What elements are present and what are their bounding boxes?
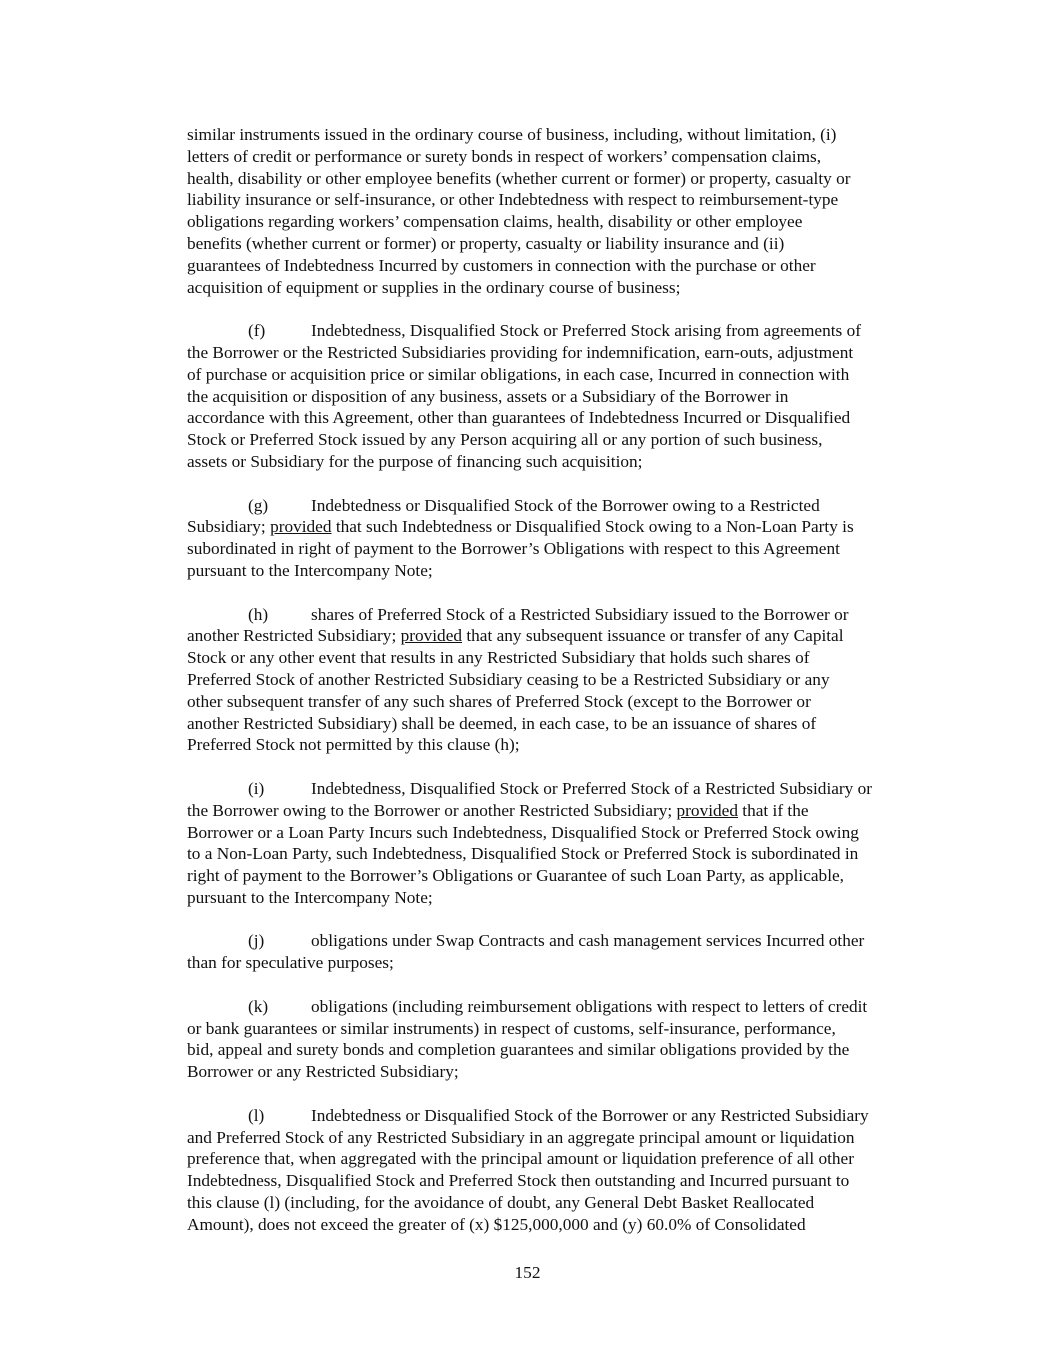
text-line: or bank guarantees or similar instruments) in respect of customs, self-insurance, performance, <box>187 1018 836 1038</box>
clause-first-line <box>187 604 932 626</box>
clause-first-line <box>187 495 932 517</box>
text-line: similar instruments issued in the ordinary course of business, including, without limitation, (i) <box>187 125 837 144</box>
provided-term: provided <box>270 517 332 537</box>
document-body <box>187 124 932 1257</box>
text-line: to a Non-Loan Party, such Indebtedness, Disqualified Stock or Preferred Stock is subordinated in <box>187 844 859 864</box>
text-line: Indebtedness, Disqualified Stock and Preferred Stock then outstanding and Incurred pursuant to <box>187 1171 850 1191</box>
clause-text: obligations (including reimbursement obligations with respect to letters of credit <box>311 996 868 1016</box>
clause-first-line <box>187 1105 932 1127</box>
text-line: Borrower or a Loan Party Incurs such Indebtedness, Disqualified Stock or Preferred Stock owing <box>187 822 859 842</box>
text-line: the Borrower or the Restricted Subsidiaries providing for indemnification, earn-outs, adjustment <box>187 342 854 362</box>
text-line: Preferred Stock not permitted by this clause (h); <box>187 735 520 755</box>
text-line <box>187 800 932 822</box>
clause-i <box>187 778 932 909</box>
text-line: acquisition of equipment or supplies in the ordinary course of business; <box>187 277 681 297</box>
text-line: the acquisition or disposition of any business, assets or a Subsidiary of the Borrower in <box>187 386 789 406</box>
text-line: health, disability or other employee benefits (whether current or former) or property, casualty or <box>187 168 851 188</box>
text-line: right of payment to the Borrower’s Obligations or Guarantee of such Loan Party, as applicable, <box>187 866 844 886</box>
clause-text: Indebtedness, Disqualified Stock or Preferred Stock arising from agreements of <box>311 321 861 341</box>
clause-text: shares of Preferred Stock of a Restricted Subsidiary issued to the Borrower or <box>311 604 849 624</box>
clause-text: Indebtedness, Disqualified Stock or Preferred Stock of a Restricted Subsidiary or <box>311 778 873 798</box>
text-line: Stock or any other event that results in any Restricted Subsidiary that holds such shares of <box>187 648 810 668</box>
page-number: 152 <box>514 1263 541 1282</box>
clause-label: (l) <box>248 1105 265 1125</box>
text-segment: that if the <box>737 800 809 820</box>
text-line: guarantees of Indebtedness Incurred by customers in connection with the purchase or other <box>187 255 816 275</box>
text-segment: Subsidiary; <box>187 517 271 537</box>
text-line: letters of credit or performance or surety bonds in respect of workers’ compensation claims, <box>187 146 822 166</box>
text-line: another Restricted Subsidiary) shall be deemed, in each case, to be an issuance of shares of <box>187 713 817 733</box>
text-line <box>187 516 932 538</box>
text-line: Stock or Preferred Stock issued by any Person acquiring all or any portion of such business, <box>187 430 823 450</box>
clause-label: (k) <box>248 996 269 1016</box>
clause-text: Indebtedness or Disqualified Stock of the Borrower owing to a Restricted <box>311 495 820 515</box>
text-line: Preferred Stock of another Restricted Subsidiary ceasing to be a Restricted Subsidiary or any <box>187 669 830 689</box>
text-line: liability insurance or self-insurance, or other Indebtedness with respect to reimbursement-type <box>187 190 839 210</box>
clause-text: obligations under Swap Contracts and cash management services Incurred other <box>311 931 865 951</box>
text-line: bid, appeal and surety bonds and completion guarantees and similar obligations provided by the <box>187 1040 850 1060</box>
provided-term: provided <box>676 800 738 820</box>
clause-j <box>187 930 932 974</box>
text-line: other subsequent transfer of any such shares of Preferred Stock (except to the Borrower or <box>187 691 811 711</box>
text-line: this clause (l) (including, for the avoidance of doubt, any General Debt Basket Reallocated <box>187 1193 815 1213</box>
clause-label: (i) <box>248 778 265 798</box>
clause-label: (j) <box>248 931 265 951</box>
text-segment: that such Indebtedness or Disqualified Stock owing to a Non-Loan Party is <box>331 517 854 537</box>
text-line <box>187 625 932 647</box>
text-line: benefits (whether current or former) or property, casualty or liability insurance and (ii) <box>187 233 785 253</box>
text-segment: that any subsequent issuance or transfer of any Capital <box>462 626 844 646</box>
clause-f <box>187 320 932 473</box>
clause-first-line <box>187 778 932 800</box>
text-line: preference that, when aggregated with the principal amount or liquidation preference of all other <box>187 1149 854 1169</box>
clause-l <box>187 1105 932 1236</box>
clause-text: Indebtedness or Disqualified Stock of the Borrower or any Restricted Subsidiary <box>311 1105 869 1125</box>
text-line: pursuant to the Intercompany Note; <box>187 560 433 580</box>
text-line: Amount), does not exceed the greater of (x) $125,000,000 and (y) 60.0% of Consolidated <box>187 1214 806 1234</box>
clause-label: (f) <box>248 321 266 341</box>
text-line: accordance with this Agreement, other than guarantees of Indebtedness Incurred or Disqualified <box>187 408 851 428</box>
provided-term: provided <box>400 626 463 646</box>
clause-label: (h) <box>248 604 269 624</box>
text-line: obligations regarding workers’ compensation claims, health, disability or other employee <box>187 212 803 232</box>
clause-h <box>187 604 932 757</box>
text-line: than for speculative purposes; <box>187 953 394 973</box>
text-segment: the Borrower owing to the Borrower or another Restricted Subsidiary; <box>187 800 677 820</box>
text-line: Borrower or any Restricted Subsidiary; <box>187 1062 459 1082</box>
clause-g <box>187 495 932 582</box>
clause-k <box>187 996 932 1083</box>
text-line: of purchase or acquisition price or similar obligations, in each case, Incurred in connection with <box>187 364 850 384</box>
clause-first-line <box>187 930 932 952</box>
text-line: and Preferred Stock of any Restricted Subsidiary in an aggregate principal amount or liquidation <box>187 1127 855 1147</box>
clause-label: (g) <box>248 495 269 515</box>
clause-first-line <box>187 320 932 342</box>
clause-first-line <box>187 996 932 1018</box>
text-segment: another Restricted Subsidiary; <box>187 626 401 646</box>
paragraph-continuation <box>187 124 932 298</box>
text-line: subordinated in right of payment to the Borrower’s Obligations with respect to this Agreement <box>187 539 840 559</box>
text-line: pursuant to the Intercompany Note; <box>187 887 433 907</box>
text-line: assets or Subsidiary for the purpose of financing such acquisition; <box>187 451 643 471</box>
